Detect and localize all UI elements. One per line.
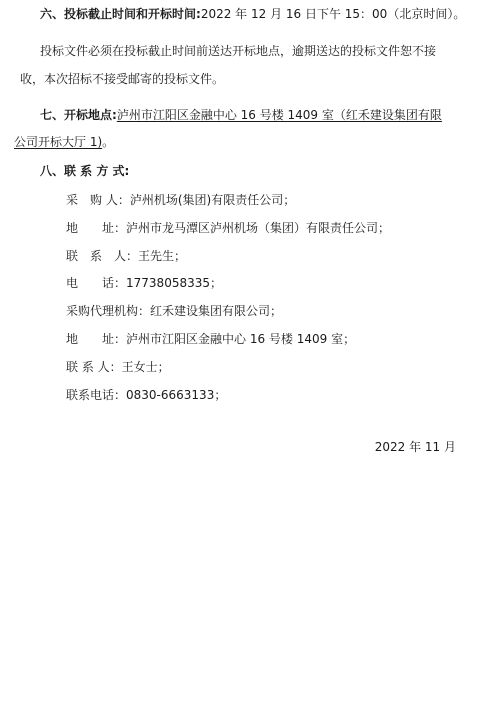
purchaser-row [66, 192, 295, 208]
section6-line [40, 6, 465, 22]
agency-contact-label: 联 系 人： [66, 360, 122, 374]
agency-value: 红禾建设集团有限公司； [150, 304, 283, 318]
section6-paragraph-line2: 收，本次招标不接受邮寄的投标文件。 [20, 72, 225, 86]
section7-suffix: 。 [102, 135, 115, 149]
phone-label: 电 话： [66, 276, 127, 290]
phone-row [66, 275, 222, 291]
section6-paragraph-line1: 投标文件必须在投标截止时间前送达开标地点，逾期送达的投标文件恕不接 [40, 44, 437, 58]
contact-value: 王先生； [138, 249, 187, 263]
phone-value: 17738058335； [126, 276, 222, 290]
bid-deadline: 2022 年 12 月 16 日下午 15：00（北京时间）。 [200, 7, 466, 21]
purchaser-value: 泸州机场(集团)有限责任公司； [129, 193, 296, 207]
bid-opening-location: 泸州市江阳区金融中心 16 号楼 1409 室（红禾建设集团有限 [116, 108, 442, 122]
address-row [66, 220, 390, 236]
purchaser-label: 采 购 人： [66, 193, 130, 207]
contact-row [66, 248, 186, 264]
contact-label: 联 系 人： [66, 249, 139, 263]
agency-address-label: 地 址： [66, 332, 127, 346]
address-value: 泸州市龙马潭区泸州机场（集团）有限责任公司； [126, 221, 391, 235]
agency-contact-value: 王女士； [121, 360, 170, 374]
section8-heading: 八、联 系 方 式: [40, 164, 130, 178]
agency-contact-row [66, 359, 170, 375]
address-label: 地 址： [66, 221, 127, 235]
agency-label: 采购代理机构： [66, 304, 151, 318]
agency-address-row [66, 331, 355, 347]
section7-heading: 七、开标地点: [40, 108, 117, 122]
agency-row [66, 303, 282, 319]
agency-phone-row [66, 387, 226, 403]
agency-address-value: 泸州市江阳区金融中心 16 号楼 1409 室； [126, 332, 356, 346]
document-date: 2022 年 11 月 [374, 440, 456, 454]
agency-phone-value: 0830-6663133； [126, 388, 227, 402]
section6-heading: 六、投标截止时间和开标时间: [40, 7, 201, 21]
section7-line [40, 107, 442, 123]
agency-phone-label: 联系电话： [66, 388, 127, 402]
bid-opening-location-cont: 公司开标大厅 1) [14, 135, 103, 149]
section7-line2 [14, 134, 114, 150]
